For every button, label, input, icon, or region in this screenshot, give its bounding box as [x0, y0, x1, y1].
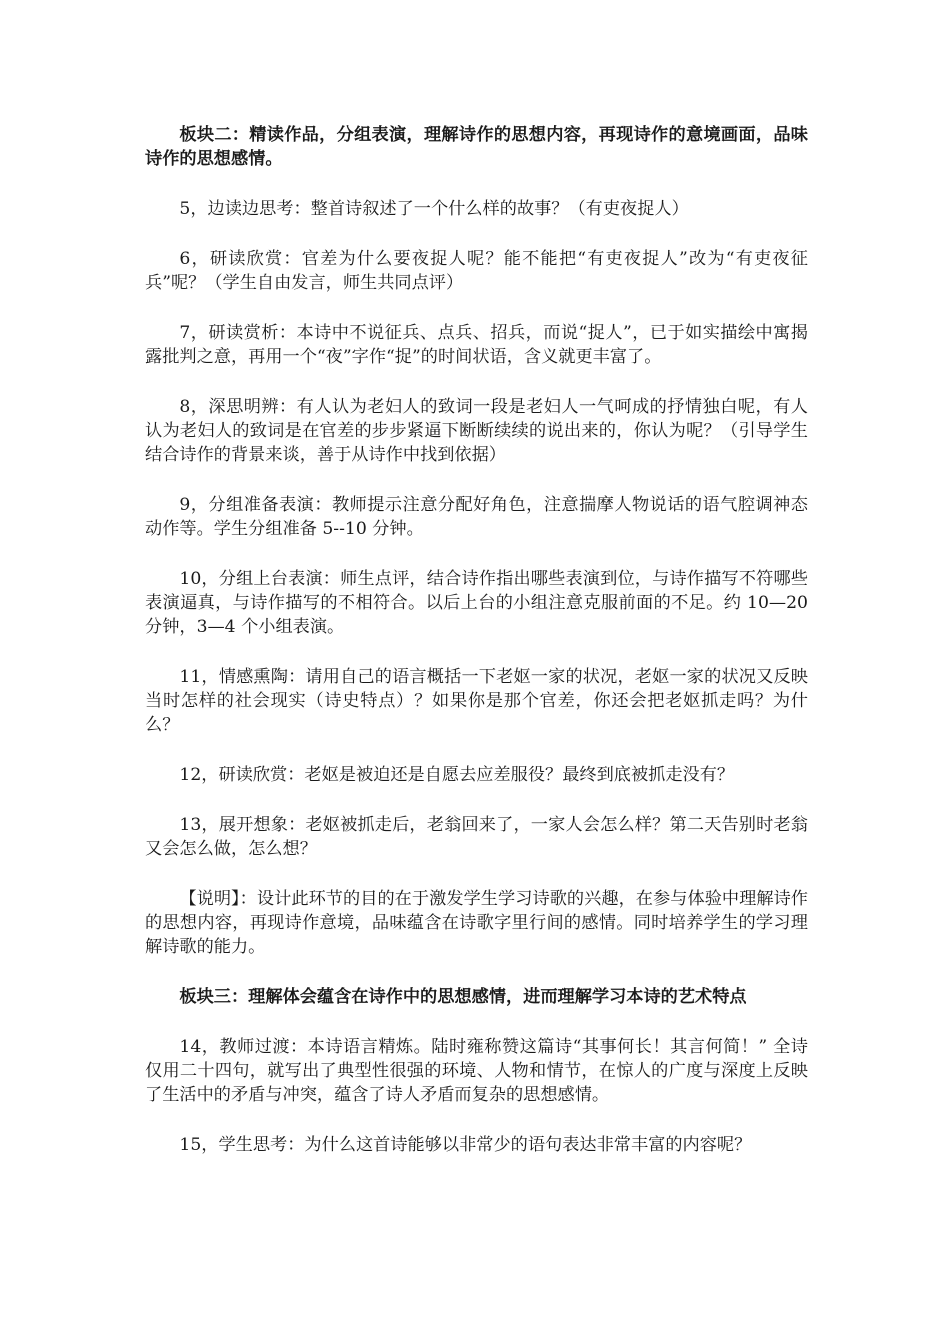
paragraph-item-11: 11，情感熏陶：请用自己的语言概括一下老妪一家的状况，老妪一家的状况又反映当时怎样的社会现实（诗史特点）？如果你是那个官差，你还会把老妪抓走吗？为什么？	[145, 667, 808, 735]
explanation-note: 【说明】：设计此环节的目的在于激发学生学习诗歌的兴趣，在参与体验中理解诗作的思想内容，再现诗作意境，品味蕴含在诗歌字里行间的感情。同时培养学生的学习理解诗歌的能力。	[145, 889, 808, 957]
paragraph-item-10: 10，分组上台表演：师生点评，结合诗作指出哪些表演到位，与诗作描写不符哪些表演逼真，与诗作描写的不相符合。以后上台的小组注意克服前面的不足。约 10—20 分钟，3—4 个小组表演。	[145, 569, 808, 637]
paragraph-item-9: 9，分组准备表演：教师提示注意分配好角色，注意揣摩人物说话的语气腔调神态动作等。学生分组准备 5--10 分钟。	[145, 495, 808, 539]
paragraph-item-7: 7，研读赏析：本诗中不说征兵、点兵、招兵，而说“捉人”，已于如实描绘中寓揭露批判之意，再用一个“夜”字作“捉”的时间状语，含义就更丰富了。	[145, 323, 808, 367]
paragraph-item-5: 5，边读边思考：整首诗叙述了一个什么样的故事？（有吏夜捉人）	[179, 199, 689, 219]
paragraph-item-14: 14，教师过渡：本诗语言精炼。陆时雍称赞这篇诗“其事何长！其言何简！” 全诗仅用二十四句，就写出了典型性很强的环境、人物和情节，在惊人的广度与深度上反映了生活中的矛盾与冲突，蕴含了诗人矛盾而复杂的思想感情。	[145, 1037, 808, 1105]
document-page	[145, 123, 808, 1157]
section-heading-3: 板块三：理解体会蕴含在诗作中的思想感情，进而理解学习本诗的艺术特点	[179, 987, 747, 1007]
paragraph-item-8: 8，深思明辨：有人认为老妇人的致词一段是老妇人一气呵成的抒情独白呢，有人认为老妇人的致词是在官差的步步紧逼下断断续续的说出来的，你认为呢？（引导学生结合诗作的背景来谈，善于从诗作中找到依据）	[145, 397, 808, 465]
section-heading-2: 板块二：精读作品，分组表演，理解诗作的思想内容，再现诗作的意境画面，品味诗作的思想感情。	[145, 125, 808, 169]
paragraph-item-6: 6，研读欣赏：官差为什么要夜捉人呢？能不能把“有吏夜捉人”改为“有吏夜征兵”呢？（学生自由发言，师生共同点评）	[145, 249, 808, 293]
paragraph-item-15: 15，学生思考：为什么这首诗能够以非常少的语句表达非常丰富的内容呢？	[179, 1135, 752, 1155]
paragraph-item-12: 12，研读欣赏：老妪是被迫还是自愿去应差服役？最终到底被抓走没有？	[179, 765, 735, 785]
paragraph-item-13: 13，展开想象：老妪被抓走后，老翁回来了，一家人会怎么样？第二天告别时老翁又会怎么做，怎么想？	[145, 815, 808, 859]
